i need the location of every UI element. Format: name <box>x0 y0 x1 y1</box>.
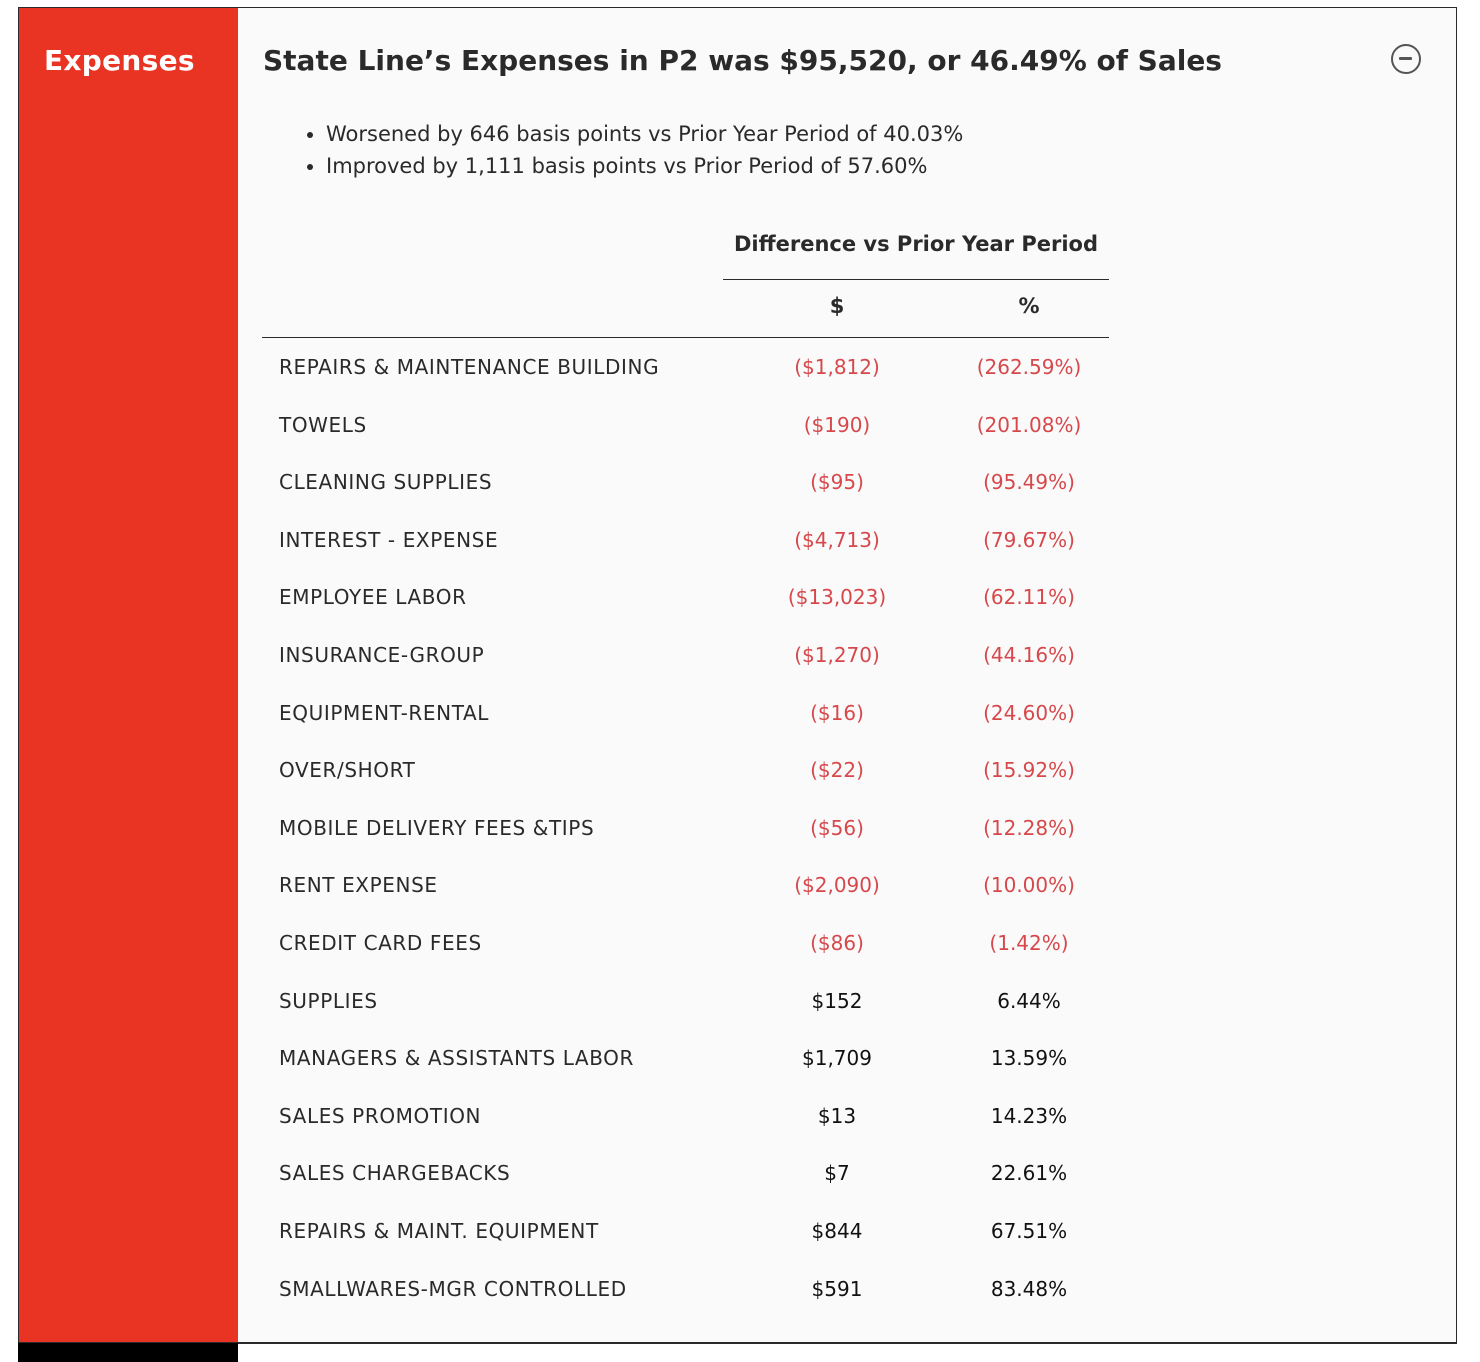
expense-label: SMALLWARES-MGR CONTROLLED <box>279 1276 627 1301</box>
expense-label: REPAIRS & MAINTENANCE BUILDING <box>279 355 660 379</box>
dollar-difference: ($56) <box>810 815 864 840</box>
dollar-difference: ($190) <box>803 412 871 437</box>
section-sidebar <box>19 8 238 1342</box>
table-row <box>262 1030 1109 1088</box>
table-row <box>262 627 1109 685</box>
bullet-prior-period: • Improved by 1,111 basis points vs Prior Period of 57.60% <box>326 150 963 182</box>
expense-label: SALES PROMOTION <box>279 1103 482 1128</box>
percent-difference: 83.48% <box>990 1276 1068 1301</box>
percent-difference: 13.59% <box>990 1046 1068 1071</box>
table-row <box>262 512 1109 570</box>
table-row <box>262 1261 1109 1319</box>
expense-label: TOWELS <box>279 412 367 437</box>
expense-label: CLEANING SUPPLIES <box>279 470 493 495</box>
percent-difference: 14.23% <box>990 1103 1068 1128</box>
column-header-percent: % <box>1018 294 1040 318</box>
bullet-prior-year: • Worsened by 646 basis points vs Prior Year Period of 40.03% <box>326 118 963 150</box>
table-row <box>262 397 1109 455</box>
dollar-difference: ($16) <box>810 700 864 725</box>
expense-table-body <box>262 339 1109 1318</box>
expense-label: REPAIRS & MAINT. EQUIPMENT <box>279 1218 599 1243</box>
percent-difference: (15.92%) <box>983 758 1075 783</box>
table-row <box>262 1088 1109 1146</box>
dollar-difference: ($95) <box>810 470 864 495</box>
percent-difference: (12.28%) <box>983 815 1075 840</box>
dollar-difference: $844 <box>811 1218 863 1243</box>
dollar-difference: ($86) <box>810 930 864 955</box>
percent-difference: (95.49%) <box>983 470 1075 495</box>
table-row <box>262 915 1109 973</box>
table-group-header: Difference vs Prior Year Period <box>734 232 1098 256</box>
dollar-difference: ($2,090) <box>794 873 880 898</box>
percent-difference: 67.51% <box>990 1218 1068 1243</box>
table-row <box>262 454 1109 512</box>
dollar-difference: $13 <box>817 1103 857 1128</box>
group-header-divider <box>723 279 1109 280</box>
expense-label: EQUIPMENT-RENTAL <box>279 700 490 725</box>
dollar-difference: $7 <box>824 1161 850 1186</box>
percent-difference: (1.42%) <box>989 930 1069 955</box>
next-section-sidebar-edge <box>18 1343 238 1362</box>
percent-difference: (201.08%) <box>976 412 1082 437</box>
table-row <box>262 685 1109 743</box>
percent-difference: (44.16%) <box>983 642 1075 667</box>
expense-label: MANAGERS & ASSISTANTS LABOR <box>279 1046 634 1071</box>
table-row <box>262 1203 1109 1261</box>
table-row <box>262 1145 1109 1203</box>
percent-difference: (24.60%) <box>983 700 1075 725</box>
expense-label: RENT EXPENSE <box>279 873 438 898</box>
table-row <box>262 857 1109 915</box>
summary-bullets <box>304 118 963 182</box>
table-row <box>262 973 1109 1031</box>
percent-difference: (10.00%) <box>983 873 1075 898</box>
expense-label: SALES CHARGEBACKS <box>279 1161 511 1186</box>
expense-label: OVER/SHORT <box>279 758 416 783</box>
section-content <box>238 8 1456 1342</box>
next-section-border <box>238 1343 1457 1344</box>
dollar-difference: ($4,713) <box>794 527 880 552</box>
percent-difference: 6.44% <box>997 988 1061 1013</box>
column-header-dollar: $ <box>829 294 845 318</box>
table-header-divider <box>262 337 1109 338</box>
percent-difference: 22.61% <box>990 1161 1068 1186</box>
table-row <box>262 569 1109 627</box>
expenses-headline: State Line’s Expenses in P2 was $95,520, or 46.49% of Sales <box>263 44 1222 77</box>
expense-label: EMPLOYEE LABOR <box>279 585 467 610</box>
expense-label: SUPPLIES <box>279 988 378 1013</box>
dollar-difference: $152 <box>811 988 863 1013</box>
collapse-button[interactable] <box>1391 44 1421 74</box>
minus-circle-icon <box>1399 57 1412 60</box>
expense-label: MOBILE DELIVERY FEES &TIPS <box>279 815 595 840</box>
expense-label: INSURANCE-GROUP <box>279 642 485 667</box>
percent-difference: (79.67%) <box>983 527 1075 552</box>
expenses-panel <box>18 7 1457 1343</box>
percent-difference: (262.59%) <box>976 355 1082 379</box>
expense-label: CREDIT CARD FEES <box>279 930 482 955</box>
table-row <box>262 742 1109 800</box>
dollar-difference: ($13,023) <box>787 585 887 610</box>
table-row <box>262 339 1109 397</box>
percent-difference: (62.11%) <box>983 585 1075 610</box>
section-label: Expenses <box>44 44 195 77</box>
expense-label: INTEREST - EXPENSE <box>279 527 499 552</box>
dollar-difference: $1,709 <box>802 1046 872 1071</box>
dollar-difference: ($1,812) <box>794 355 880 379</box>
dollar-difference: ($22) <box>810 758 864 783</box>
dollar-difference: $591 <box>811 1276 863 1301</box>
table-row <box>262 800 1109 858</box>
dollar-difference: ($1,270) <box>794 642 880 667</box>
